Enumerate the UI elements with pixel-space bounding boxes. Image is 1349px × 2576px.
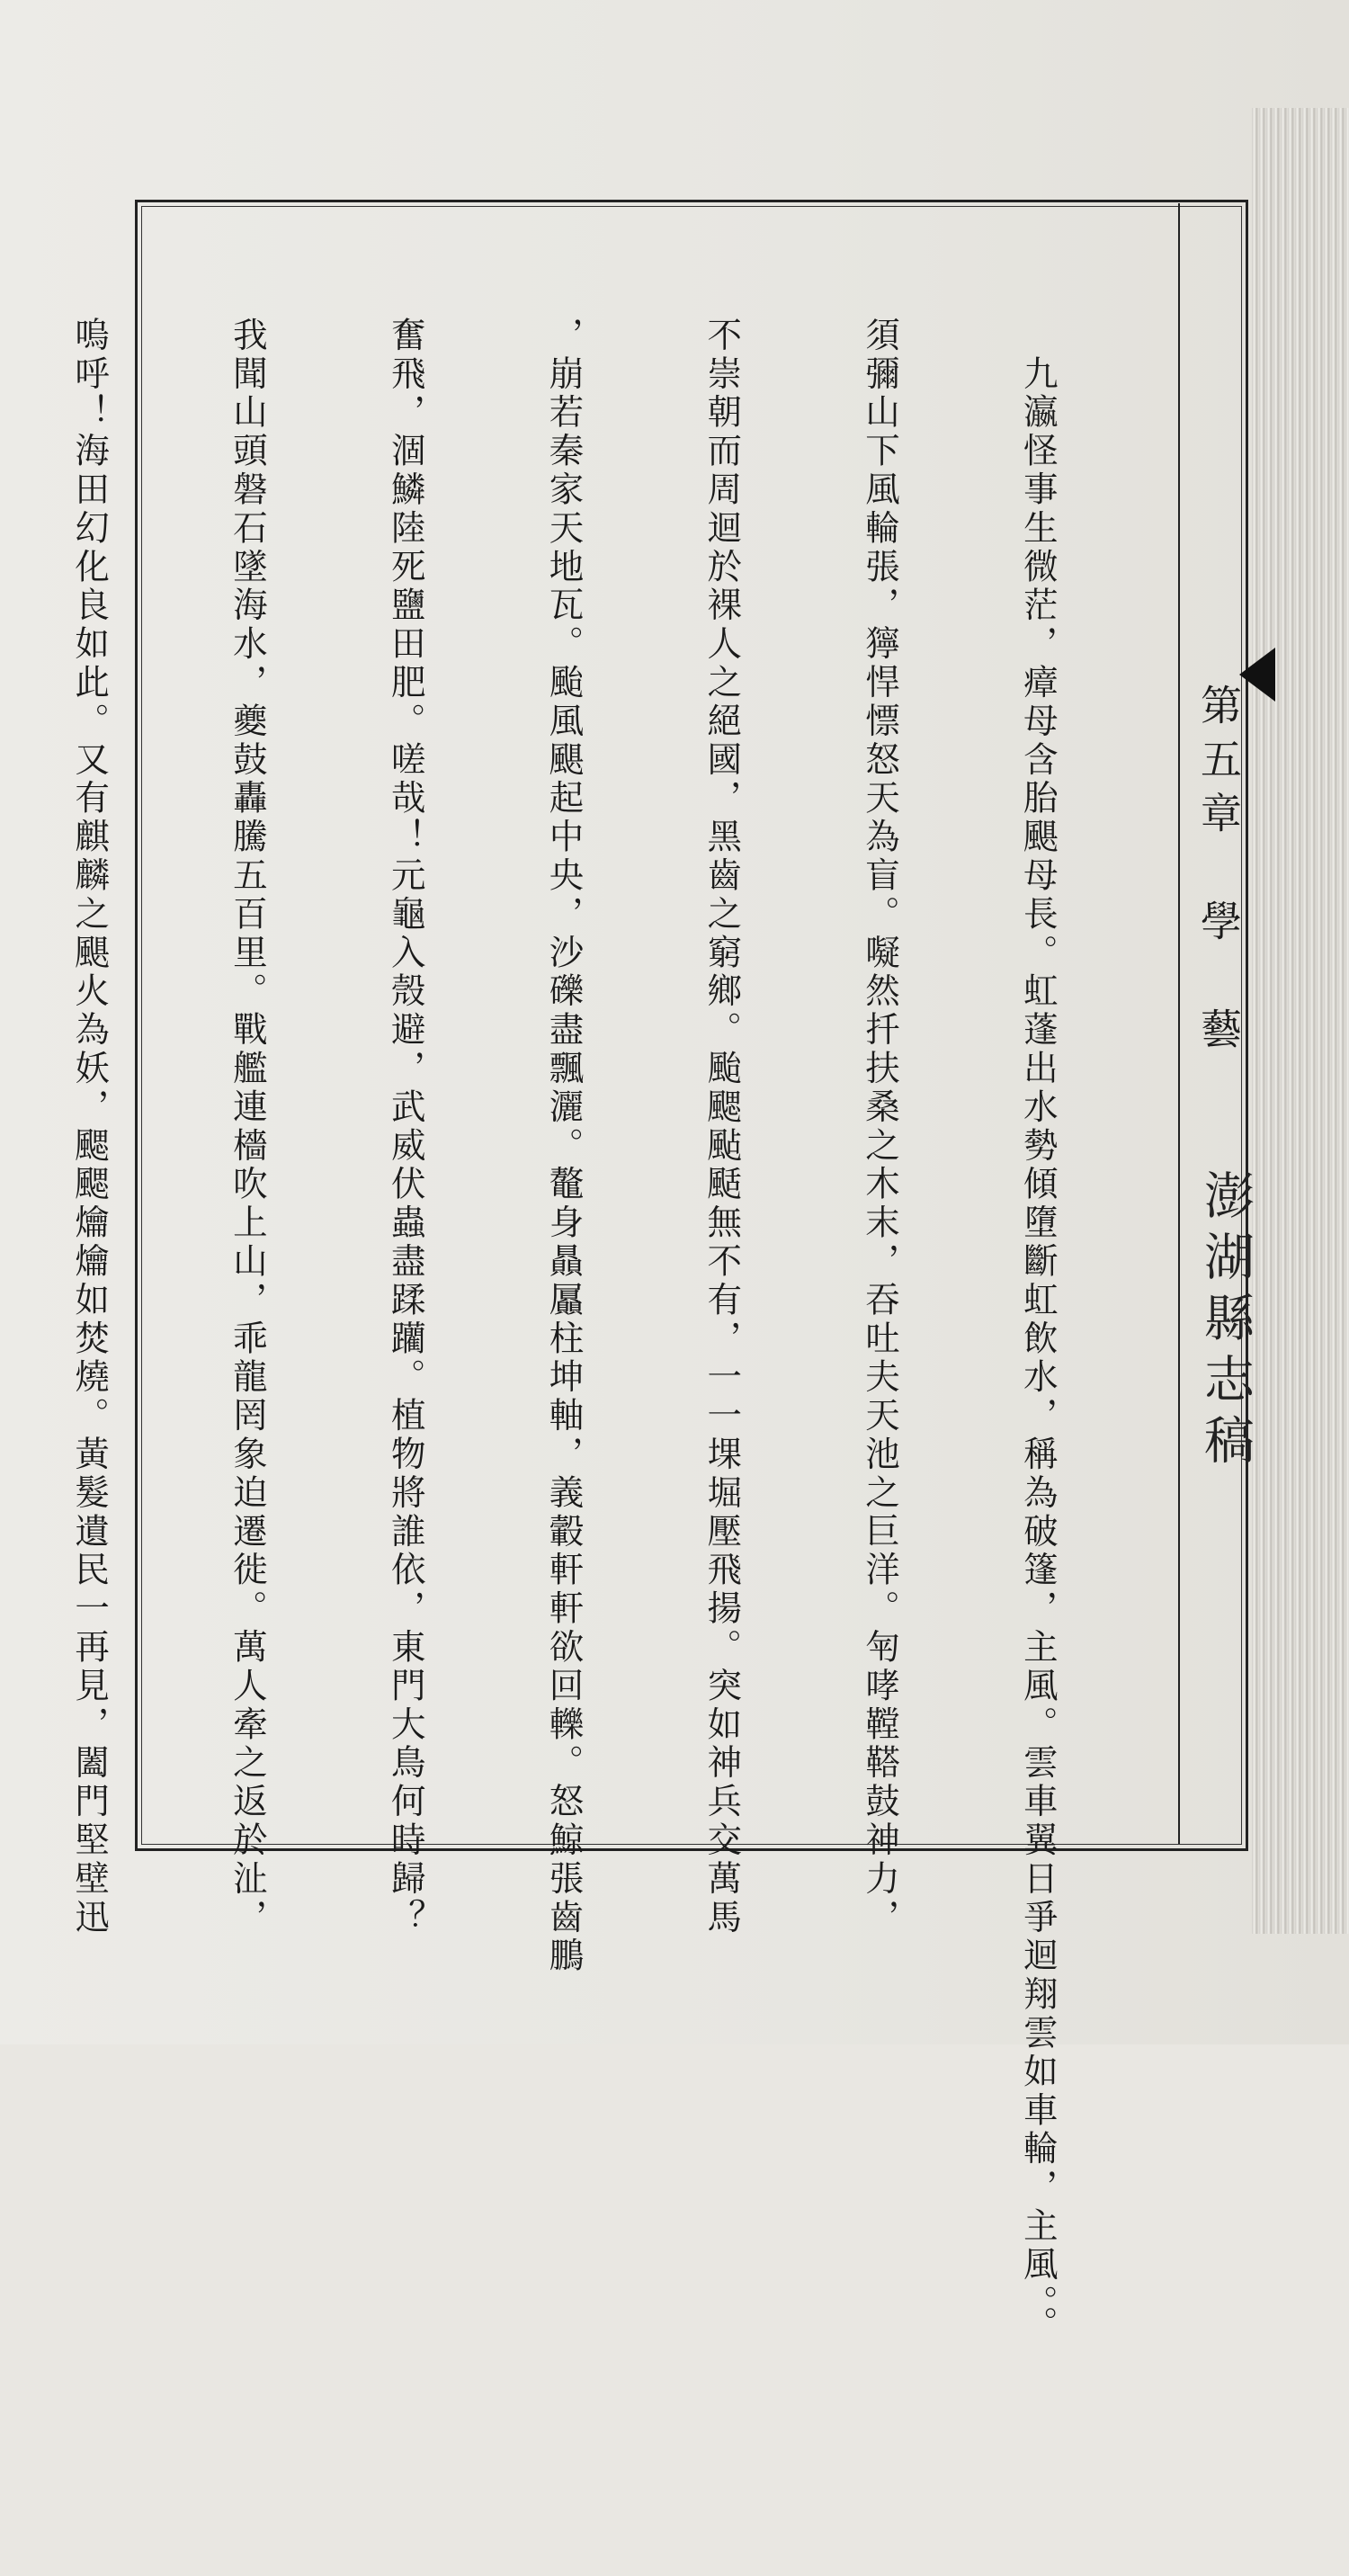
poem-line: 不崇朝而周迴於裸人之絕國，黑齒之窮鄉。颱颸颭颳無不有，一一堁堀壓飛揚。突如神兵交萬馬 <box>701 317 743 1937</box>
poem-line: 我聞山頭磐石墜海水，夔鼓轟騰五百里。戰艦連檣吹上山，乖龍罔象迫遷徙。萬人牽之返於沚， <box>227 317 268 1937</box>
book-title: 澎湖縣志稿 <box>1196 1169 1255 1475</box>
chapter-heading: 第五章 學 藝 <box>1194 684 1243 1061</box>
poem-line: 奮飛，涸鱗陸死鹽田肥。嗟哉！元龜入殼避，武威伏蟲盡蹂躪。植物將誰依，東門大鳥何時歸？ <box>385 317 426 1937</box>
poem-line: 嗚呼！海田幻化良如此。又有麒麟之颶火為妖，颸颸爚爚如焚燒。黃髮遺民一再見，闔門堅壁迅 <box>69 317 111 1937</box>
poem-line: 九瀛怪事生微茫，瘴母含胎颶母長。虹蓬出水勢傾墮斷虹飲水，稱為破篷，主風。雲車翼日爭迴翔雲如車輪，主風。。 <box>1017 317 1059 2345</box>
body-text <box>69 317 1169 2345</box>
poem-line: ，崩若秦家天地瓦。颱風颶起中央，沙礫盡飄灑。鼇身贔屭柱坤軸，義轂軒軒欲回轢。怒鯨張齒鵬 <box>543 317 585 1976</box>
poem-line: 須彌山下風輪張，獰悍慓怒天為盲。㘈然扦扶桑之木末，吞吐夫天池之巨洋。匉哮鞺鞳鼓神力， <box>860 317 901 1937</box>
book-spine-edge <box>1252 108 1349 1934</box>
